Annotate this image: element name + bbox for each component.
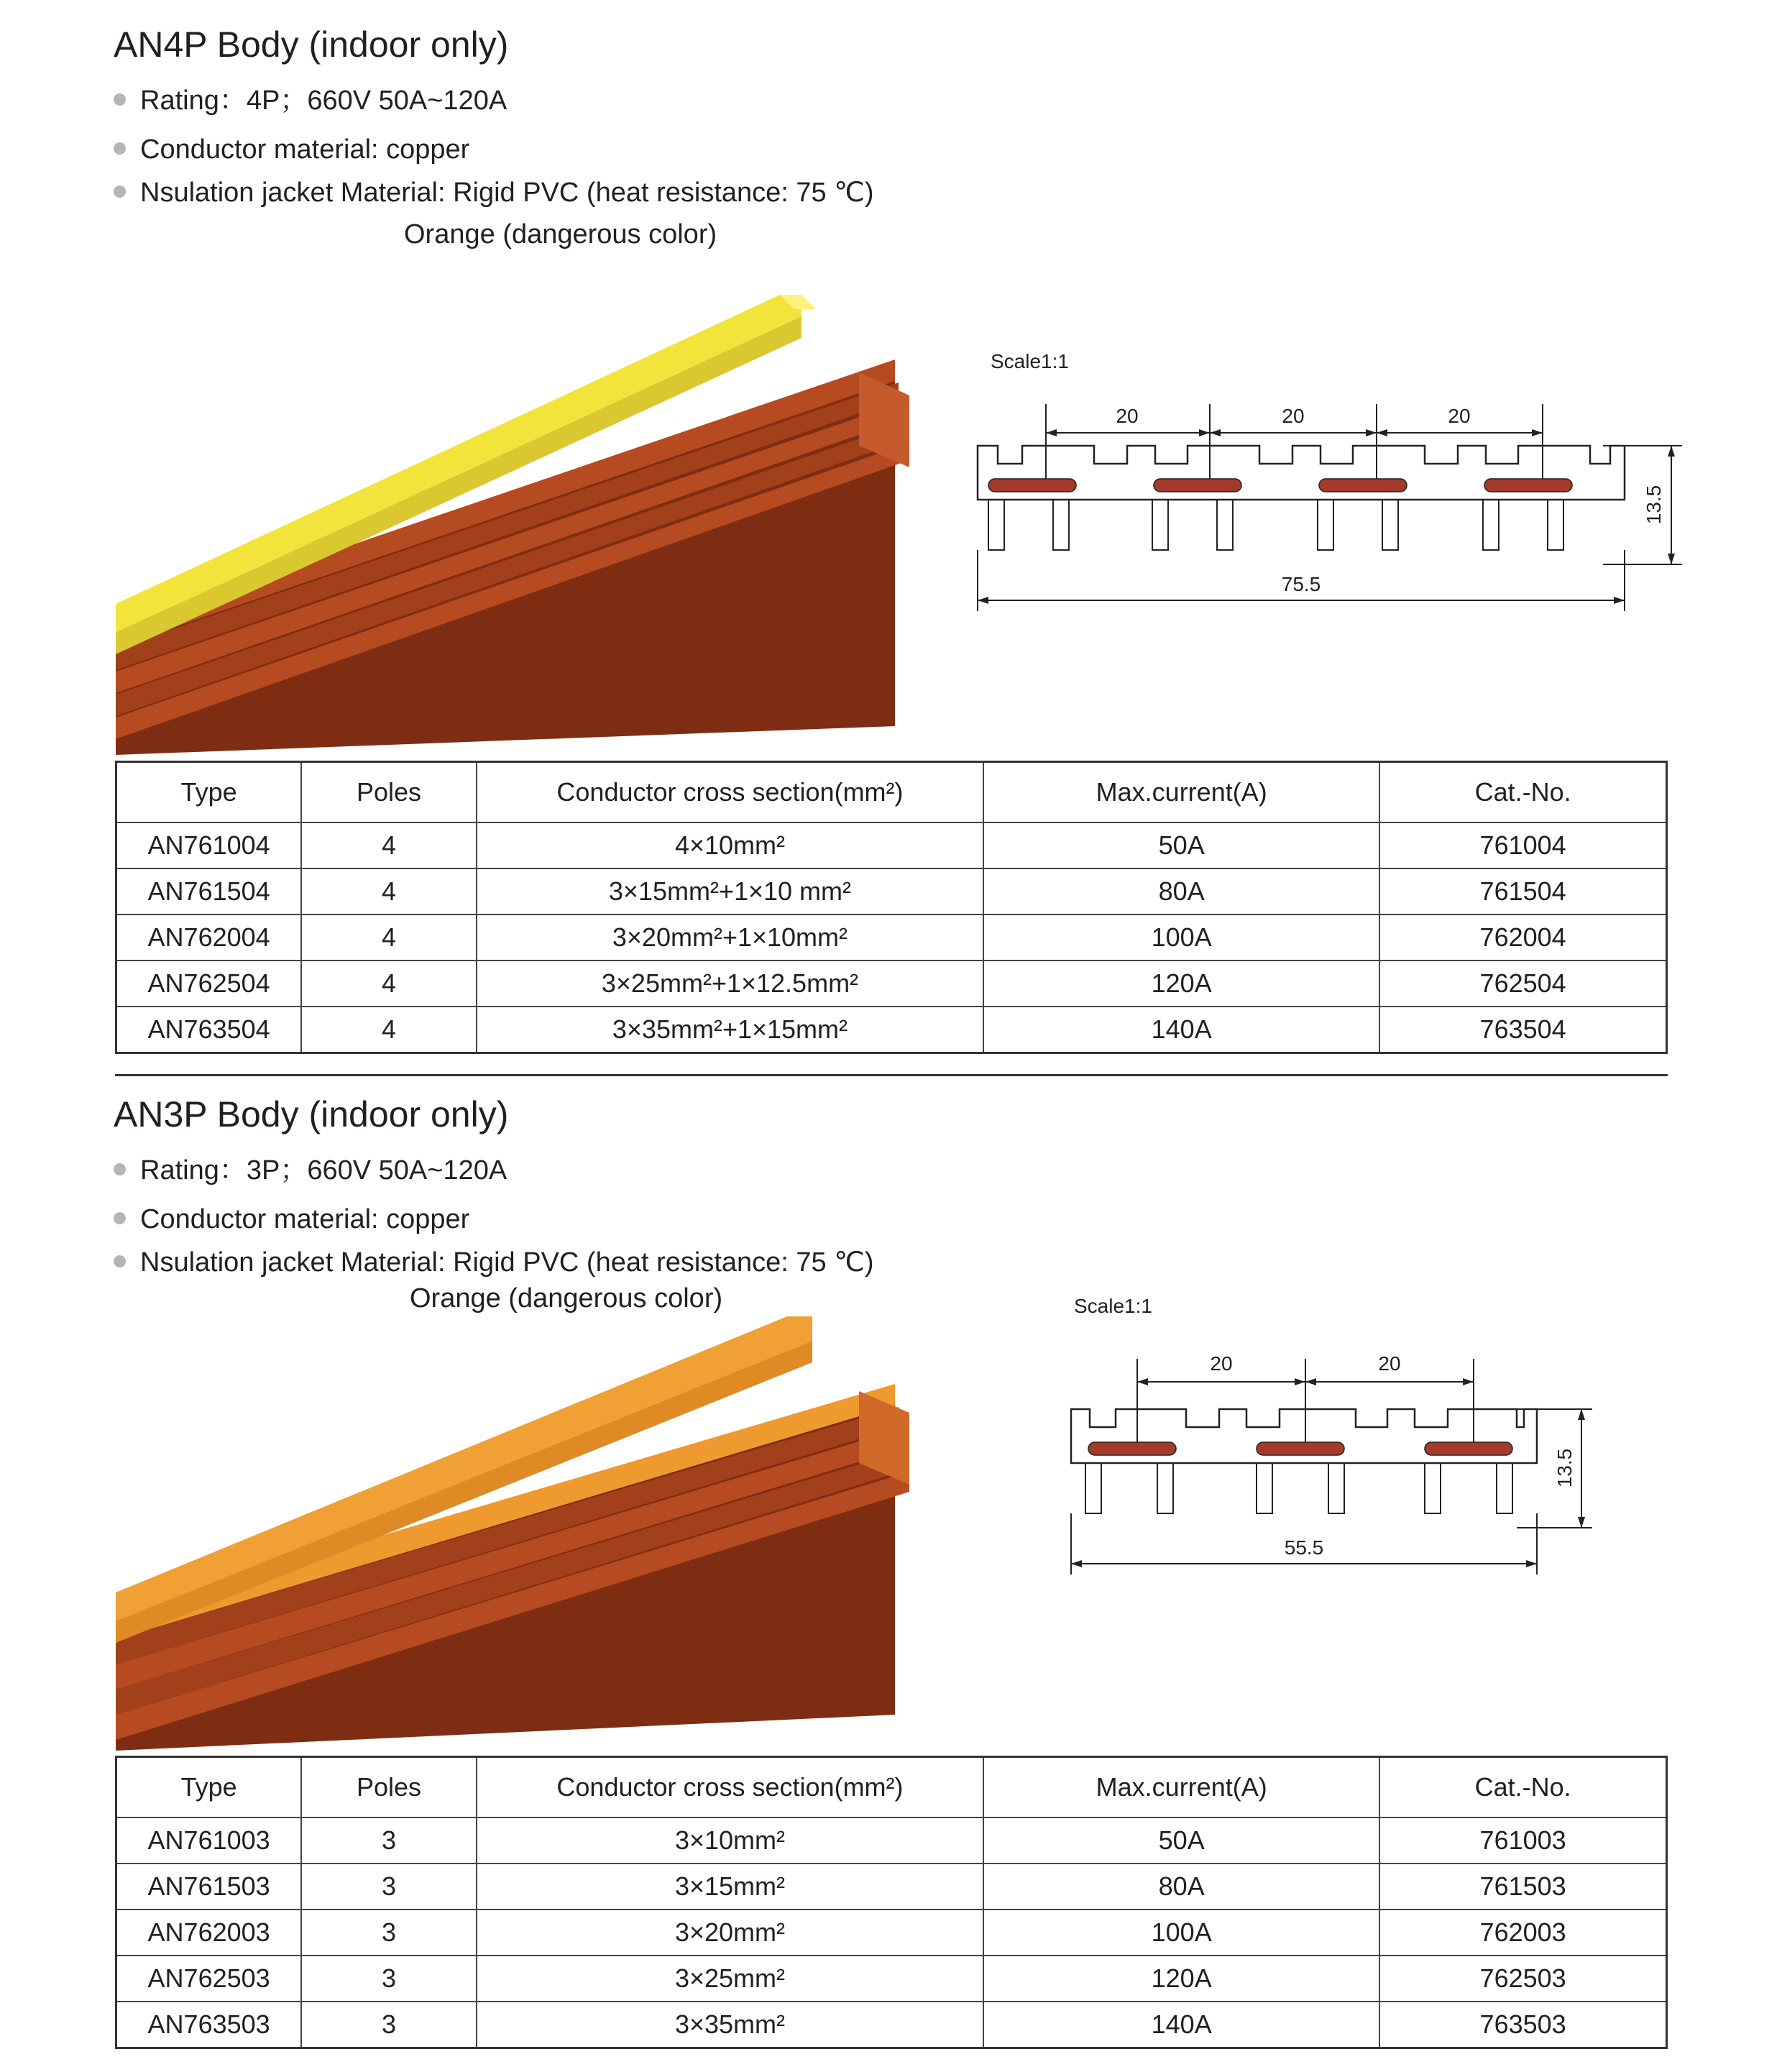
cell-max-current: 140A: [983, 2002, 1379, 2048]
section-title: AN3P Body (indoor only): [114, 1094, 509, 1134]
section-title: AN4P Body (indoor only): [114, 24, 509, 65]
cell-cat-no: 762004: [1379, 914, 1666, 961]
width-dimension: 55.5: [1284, 1536, 1324, 1559]
cell-max-current: 120A: [983, 1956, 1379, 2002]
cell-cross-section: 3×15mm²: [477, 1864, 983, 1910]
pitch-dimension: 20: [1378, 1352, 1401, 1375]
bullet-rating: Rating：4P；660V 50A~120A: [114, 83, 507, 118]
bullet-dot-icon: [114, 93, 126, 106]
pitch-dimension: 20: [1210, 1352, 1233, 1375]
cell-poles: 3: [301, 1817, 477, 1864]
color-note: Orange (dangerous color): [410, 1283, 723, 1314]
table-row: [116, 1817, 1667, 1864]
cell-poles: 4: [301, 868, 477, 914]
cell-cat-no: 763504: [1379, 1007, 1666, 1053]
cell-cross-section: 3×15mm²+1×10 mm²: [477, 868, 983, 914]
table-row: [116, 1910, 1667, 1956]
cell-type: AN763503: [116, 2002, 302, 2048]
cell-cat-no: 762003: [1379, 1910, 1666, 1956]
cell-poles: 4: [301, 961, 477, 1007]
scale-label: Scale1:1: [1074, 1295, 1152, 1317]
cell-cross-section: 3×25mm²: [477, 1956, 983, 2002]
table-row: [116, 961, 1667, 1007]
bullet-conductor: Conductor material: copper: [114, 1202, 469, 1237]
column-header: Type: [116, 1757, 302, 1818]
bullet-rating: Rating：3P；660V 50A~120A: [114, 1153, 507, 1188]
pitch-dimension: 20: [1116, 405, 1139, 427]
width-dimension: 75.5: [1281, 573, 1321, 595]
cell-cross-section: 3×35mm²+1×15mm²: [477, 1007, 983, 1053]
cell-cross-section: 3×20mm²+1×10mm²: [477, 914, 983, 961]
bullet-insulation: Nsulation jacket Material: Rigid PVC (heat resistance: 75 ℃): [114, 1245, 874, 1280]
height-dimension: 13.5: [1643, 485, 1665, 525]
cell-max-current: 50A: [983, 822, 1379, 868]
cell-type: AN762003: [116, 1910, 302, 1956]
bullet-dot-icon: [114, 142, 126, 155]
bullet-insulation: Nsulation jacket Material: Rigid PVC (heat resistance: 75 ℃): [114, 175, 874, 210]
cell-type: AN762004: [116, 914, 302, 961]
cell-cat-no: 761503: [1379, 1864, 1666, 1910]
table-row: [116, 822, 1667, 868]
busbar-4p-illustration: [111, 288, 917, 755]
table-row: [116, 914, 1667, 961]
cell-max-current: 80A: [983, 868, 1379, 914]
cell-poles: 3: [301, 1956, 477, 2002]
bullet-dot-icon: [114, 1163, 126, 1175]
column-header: Max.current(A): [983, 1757, 1379, 1818]
bullet-dot-icon: [114, 1255, 126, 1268]
cell-cross-section: 4×10mm²: [477, 822, 983, 868]
cell-cat-no: 761003: [1379, 1817, 1666, 1864]
table-row: [116, 1864, 1667, 1910]
pitch-dimension: 20: [1448, 405, 1471, 427]
table-row: [116, 1956, 1667, 2002]
cell-poles: 4: [301, 1007, 477, 1053]
column-header: Cat.-No.: [1379, 1757, 1666, 1818]
cell-cat-no: 762504: [1379, 961, 1666, 1007]
cell-max-current: 140A: [983, 1007, 1379, 1053]
cell-poles: 3: [301, 1910, 477, 1956]
cell-poles: 4: [301, 822, 477, 868]
cell-max-current: 80A: [983, 1864, 1379, 1910]
table-row: [116, 868, 1667, 914]
cell-cat-no: 761004: [1379, 822, 1666, 868]
cell-type: AN761503: [116, 1864, 302, 1910]
cell-max-current: 120A: [983, 961, 1379, 1007]
column-header: Max.current(A): [983, 762, 1379, 823]
bullet-conductor: Conductor material: copper: [114, 132, 469, 167]
cell-type: AN763504: [116, 1007, 302, 1053]
cross-section-drawing-4p: [963, 338, 1725, 625]
cell-cross-section: 3×35mm²: [477, 2002, 983, 2048]
column-header: Conductor cross section(mm²): [477, 1757, 983, 1818]
busbar-3p-illustration: [111, 1312, 917, 1758]
column-header: Poles: [301, 762, 477, 823]
cell-type: AN762504: [116, 961, 302, 1007]
column-header: Conductor cross section(mm²): [477, 762, 983, 823]
cell-type: AN761504: [116, 868, 302, 914]
table-row: [116, 2002, 1667, 2048]
spec-table-4p: [115, 761, 1668, 1054]
cell-cross-section: 3×20mm²: [477, 1910, 983, 1956]
table-header-row: [116, 762, 1667, 823]
scale-label: Scale1:1: [991, 350, 1069, 372]
column-header: Type: [116, 762, 302, 823]
cell-max-current: 50A: [983, 1817, 1379, 1864]
height-dimension: 13.5: [1553, 1448, 1576, 1488]
cell-max-current: 100A: [983, 914, 1379, 961]
cell-cat-no: 761504: [1379, 868, 1666, 914]
cell-cross-section: 3×25mm²+1×12.5mm²: [477, 961, 983, 1007]
section-an3p: [0, 1071, 1782, 2072]
cell-cross-section: 3×10mm²: [477, 1817, 983, 1864]
cell-type: AN761003: [116, 1817, 302, 1864]
column-header: Cat.-No.: [1379, 762, 1666, 823]
cell-type: AN761004: [116, 822, 302, 868]
cell-poles: 4: [301, 914, 477, 961]
cross-section-drawing-3p: [1057, 1287, 1632, 1589]
cell-max-current: 100A: [983, 1910, 1379, 1956]
color-note: Orange (dangerous color): [404, 219, 717, 249]
pitch-dimension: 20: [1282, 405, 1305, 427]
table-row: [116, 1007, 1667, 1053]
spec-table-3p: [115, 1756, 1668, 2049]
cell-cat-no: 763503: [1379, 2002, 1666, 2048]
cell-poles: 3: [301, 1864, 477, 1910]
cell-type: AN762503: [116, 1956, 302, 2002]
column-header: Poles: [301, 1757, 477, 1818]
bullet-dot-icon: [114, 1212, 126, 1224]
bullet-dot-icon: [114, 185, 126, 198]
cell-poles: 3: [301, 2002, 477, 2048]
table-header-row: [116, 1757, 1667, 1818]
cell-cat-no: 762503: [1379, 1956, 1666, 2002]
